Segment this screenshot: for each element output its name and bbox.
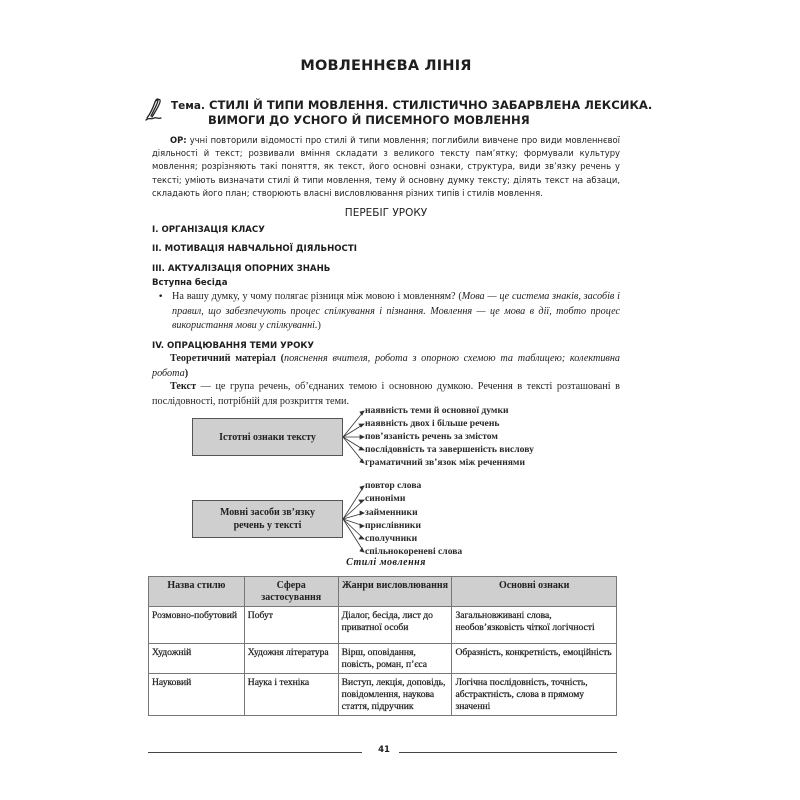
- table-cell: Загальновживані слова, необов’язковість чіткої логічності: [452, 607, 617, 644]
- diagram-item: наявність двох і більше речень: [365, 418, 500, 429]
- lesson-flow-title: ПЕРЕБІГ УРОКУ: [344, 207, 428, 219]
- table-cell: Виступ, лекція, доповідь, повідомлення, наукова стаття, підручник: [338, 674, 452, 716]
- bullet-marker: •: [158, 292, 164, 302]
- column-header: Сфера застосування: [244, 577, 338, 607]
- theory-paragraph: Теоретичний матеріал (пояснення вчителя, робота з опорною схемою та таблицею; колективна робота): [152, 353, 620, 379]
- table-cell: Розмовно-побутовий: [149, 607, 245, 644]
- speech-styles-table: [148, 576, 617, 716]
- outcomes-label: ОР:: [170, 135, 187, 145]
- arrowhead: [360, 486, 364, 490]
- diagram-item: наявність теми й основної думки: [365, 405, 509, 416]
- diagram-item: займенники: [365, 507, 418, 518]
- table-row: [149, 674, 617, 716]
- topic-label: Тема.: [171, 100, 205, 112]
- step-heading: III. АКТУАЛІЗАЦІЯ ОПОРНИХ ЗНАНЬ: [152, 264, 331, 274]
- arrowhead: [360, 411, 364, 415]
- diagram-item: спільнокореневі слова: [365, 546, 463, 557]
- arrowhead: [359, 536, 364, 539]
- table-cell: Образність, конкретність, емоційність: [452, 644, 617, 674]
- column-header: Назва стилю: [149, 577, 245, 607]
- step-heading: II. МОТИВАЦІЯ НАВЧАЛЬНОЇ ДІЯЛЬНОСТІ: [152, 244, 357, 254]
- arrowhead: [360, 524, 364, 528]
- diagram-item: сполучники: [365, 533, 418, 544]
- diagram-item: пов’язаність речень за змістом: [365, 431, 498, 442]
- table-row: [149, 644, 617, 674]
- table-row: [149, 607, 617, 644]
- diagram-item: повтор слова: [365, 480, 422, 491]
- step-heading: I. ОРГАНІЗАЦІЯ КЛАСУ: [152, 225, 265, 235]
- diagram-box-linking-means: Мовні засоби зв’язку речень у тексті: [192, 500, 343, 538]
- column-header: Жанри висловлювання: [338, 577, 452, 607]
- diagram-item: прислівники: [365, 520, 421, 531]
- table-header-row: [149, 577, 617, 607]
- outcomes-text: учні повторили відомості про стилі й типи мовлення; поглибили вивчене про види мовленнєвої діяльності й текст; розвивали вміння складати з великого тексту пам’ятку; формували культуру мовлення; розрізняють такі поняття, як текст, його основні ознаки, структура, види зв’язку речень у тексті; уміють визначати стилі й типи мовлення, тему й основну думку тексту; ділять текст на абзаци, складають його план; створюють власні висловлювання різних типів і стилів мовлення.: [152, 135, 620, 198]
- bullet-item: • На вашу думку, у чому полягає різниця між мовою і мовленням? (Мова — це система знаків, засобів і правил, що забезпечують процес спілкування і пізнання. Мовлення — це мова в дії, тобто процес використання мови у спілкуванні.): [158, 291, 620, 331]
- answer-text: Мова — це система знаків, засобів і правил, що забезпечують процес спілкування і пізнання. Мовлення — це мова в дії, тобто процес використання мови у спілкуванні.: [172, 291, 620, 331]
- column-header: Основні ознаки: [452, 577, 617, 607]
- arrowhead: [360, 548, 364, 552]
- topic-title-line-1: СТИЛІ Й ТИПИ МОВЛЕННЯ. СТИЛІСТИЧНО ЗАБАРВЛЕНА ЛЕКСИКА.: [209, 98, 653, 112]
- definition-term: Текст: [170, 381, 197, 392]
- table-cell: Вірш, оповідання, повість, роман, п’єса: [338, 644, 452, 674]
- intro-talk-label: Вступна бесіда: [152, 278, 228, 288]
- page-number: 41: [378, 745, 390, 755]
- arrowhead: [360, 435, 364, 439]
- table-cell: Науковий: [149, 674, 245, 716]
- table-cell: Логічна послідовність, точність, абстрактність, слова в прямому значенні: [452, 674, 617, 716]
- table-caption: Стилі мовлення: [346, 557, 426, 568]
- step-heading: IV. ОПРАЦЮВАННЯ ТЕМИ УРОКУ: [152, 341, 315, 351]
- table-cell: Наука і техніка: [244, 674, 338, 716]
- theory-note: пояснення вчителя, робота з опорною схемою та таблицею; колективна робота: [152, 353, 620, 379]
- table-cell: Побут: [244, 607, 338, 644]
- section-title: МОВЛЕННЄВА ЛІНІЯ: [300, 58, 472, 74]
- diagram-item: граматичний зв’язок між реченнями: [365, 457, 525, 468]
- diagram-item: послідовність та завершеність вислову: [365, 444, 534, 455]
- diagram-box-text-features: Істотні ознаки тексту: [192, 418, 343, 456]
- definition-text: — це група речень, об’єднаних темою і основною думкою. Речення в тексті розташовані в послідовності, потрібній для розкриття теми.: [152, 381, 620, 407]
- table-cell: Художня література: [244, 644, 338, 674]
- question-text: На вашу думку, у чому полягає різниця між мовою і мовленням? (: [172, 291, 462, 302]
- page-footer: [148, 745, 617, 759]
- arrowhead: [360, 511, 364, 515]
- arrowhead: [360, 459, 364, 463]
- footer-rule-left: [148, 752, 362, 753]
- footer-rule-right: [399, 752, 617, 753]
- arrowhead: [359, 500, 364, 503]
- table-cell: Діалог, бесіда, лист до приватної особи: [338, 607, 452, 644]
- diagram-item: синоніми: [365, 493, 406, 504]
- table-cell: Художній: [149, 644, 245, 674]
- topic-title-line-2: ВИМОГИ ДО УСНОГО Й ПИСЕМНОГО МОВЛЕННЯ: [208, 113, 530, 127]
